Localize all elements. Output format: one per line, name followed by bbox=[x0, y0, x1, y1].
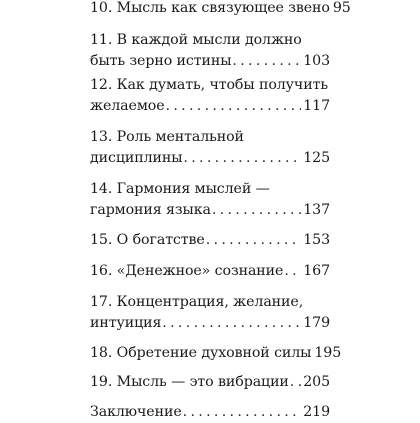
toc-entry-title: 10. Мысль как связующее звено bbox=[90, 0, 330, 16]
toc-page-number: 125 bbox=[303, 150, 330, 166]
toc-page-number: 103 bbox=[303, 53, 330, 69]
toc-page-number: 179 bbox=[303, 315, 330, 331]
toc-entry-title: 12. Как думать, чтобы получить bbox=[90, 77, 328, 93]
toc-entry-title: 15. О богатстве bbox=[90, 232, 205, 248]
toc-page-number: 153 bbox=[303, 232, 330, 248]
toc-leader-dots bbox=[290, 372, 301, 393]
toc-entry-title: 19. Мысль — это вибрации bbox=[90, 374, 289, 390]
toc-entry-title: 11. В каждой мысли должно bbox=[90, 32, 302, 48]
toc-page-number: 205 bbox=[303, 374, 330, 390]
toc-entry bbox=[90, 292, 330, 334]
toc-entry-title-continued: желаемое bbox=[90, 98, 165, 114]
toc-entry-title-continued: гармония языка bbox=[90, 202, 211, 218]
toc-entry bbox=[90, 230, 330, 251]
toc-entry bbox=[90, 261, 330, 282]
toc-entry-title: 14. Гармония мыслей — bbox=[90, 181, 270, 197]
toc-leader-dots bbox=[212, 200, 301, 221]
toc-leader-dots bbox=[284, 261, 301, 282]
toc-entry-title-continued: интуиция bbox=[90, 315, 162, 331]
toc-entry-title: Заключение bbox=[90, 404, 182, 420]
table-of-contents bbox=[90, 0, 351, 420]
toc-page-number: 137 bbox=[303, 202, 330, 218]
toc-entry bbox=[90, 372, 330, 393]
toc-leader-dots bbox=[162, 313, 301, 334]
toc-entry-title: 17. Концентрация, желание, bbox=[90, 294, 304, 310]
toc-entry bbox=[90, 179, 330, 221]
toc-entry bbox=[90, 75, 330, 117]
toc-leader-dots bbox=[206, 230, 302, 251]
toc-entry bbox=[90, 343, 342, 364]
toc-entry-title-continued: дисциплины bbox=[90, 150, 183, 166]
toc-leader-dots bbox=[232, 51, 301, 72]
toc-entry bbox=[90, 30, 330, 72]
toc-entry-title-continued: быть зерно истины bbox=[90, 53, 232, 69]
toc-page-number: 195 bbox=[314, 345, 342, 361]
toc-entry bbox=[90, 0, 351, 19]
toc-page-number: 219 bbox=[303, 404, 330, 420]
toc-page-number: 95 bbox=[332, 0, 351, 16]
toc-entry-title: 18. Обретение духовной силы bbox=[90, 345, 312, 361]
toc-leader-dots bbox=[166, 96, 302, 117]
toc-entry bbox=[90, 127, 330, 169]
toc-page-number: 167 bbox=[303, 263, 330, 279]
toc-entry-title: 13. Роль ментальной bbox=[90, 129, 244, 145]
toc-entry-title: 16. «Денежное» сознание bbox=[90, 263, 284, 279]
toc-page-number: 117 bbox=[303, 98, 330, 114]
toc-leader-dots bbox=[183, 148, 301, 169]
